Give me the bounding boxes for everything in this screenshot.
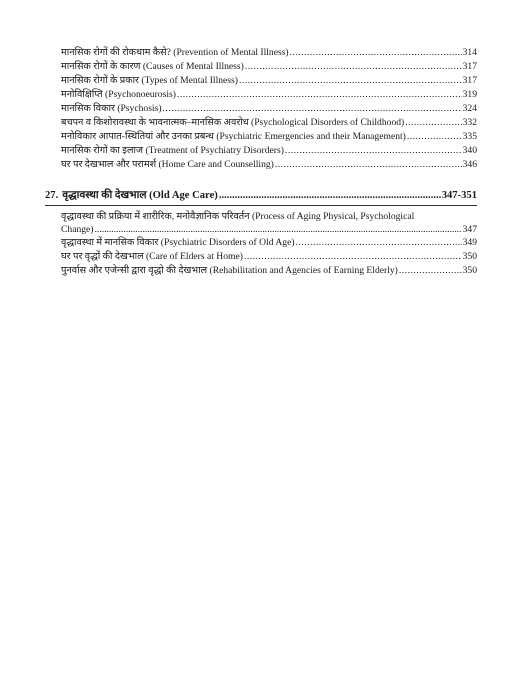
toc-entry-aging-process [61,210,477,236]
toc-entry-childhood-disorders [61,116,477,130]
toc-entry-text: मानसिक रोगों की रोकथाम कैसे? (Prevention of Mental Illness) [61,47,289,58]
dot-leader [399,264,462,278]
dot-leader [95,223,462,236]
toc-entry-page: 349 [462,237,477,248]
dot-leader [219,188,441,203]
toc-entry-text-line2: Change) [61,224,94,235]
toc-entry-emergencies [61,130,477,144]
toc-entry-text: मानसिक रोगों का इलाज (Treatment of Psychiatry Disorders) [61,145,284,156]
toc-entry-page: 350 [462,265,477,276]
dot-leader [275,158,462,172]
toc-entry-page: 324 [462,103,477,114]
dot-leader [244,250,462,264]
chapter-title: वृद्धावस्था की देखभाल (Old Age Care) [62,190,218,201]
toc-entry-types [61,74,477,88]
toc-entry-text: बचपन व किशोरावस्था के भावनात्मक–मानसिक अवरोध (Psychological Disorders of Childhood) [61,117,405,128]
toc-entry-home-care [61,158,477,172]
table-of-contents [0,46,529,278]
toc-entry-page: 340 [462,145,477,156]
toc-entry-text: मानसिक रोगों के प्रकार (Types of Mental Illness) [61,75,238,86]
toc-entry-text-line1: वृद्धावस्था की प्रक्रिया में शारीरिक, मनोवैज्ञानिक परिवर्तन (Process of Aging Physical, Psychological [61,211,415,222]
toc-entry-text: मानसिक विकार (Psychosis) [61,103,162,114]
toc-entry-text: मनोविकार आपात-स्थितियां और उनका प्रबन्ध (Psychiatric Emergencies and their Management) [61,131,406,142]
toc-entry-text: मानसिक रोगों के कारण (Causes of Mental Illness) [61,61,244,72]
toc-entry-text: पुनर्वास और एजेन्सी द्वारा वृद्धो की देखभाल (Rehabilitation and Agencies of Earning Elderly) [61,265,398,276]
toc-entry-page: 335 [462,131,477,142]
chapter-underline [45,205,477,206]
toc-entry-page: 319 [462,89,477,100]
dot-leader [290,46,462,60]
dot-leader [405,116,461,130]
toc-entry-page: 314 [462,47,477,58]
toc-entry-elders-home-care [61,250,477,264]
toc-entry-line2 [61,223,477,236]
toc-entry-page: 347 [462,224,477,235]
dot-leader [163,102,462,116]
toc-entry-text: वृद्धावस्था में मानसिक विकार (Psychiatric Disorders of Old Age) [61,237,295,248]
toc-entry-treatment [61,144,477,158]
chapter-pages: 347-351 [441,190,477,201]
toc-entry-rehabilitation [61,264,477,278]
toc-entry-text: मनोविक्षिप्ति (Psychonoeurosis) [61,89,176,100]
dot-leader [407,130,462,144]
chapter-heading [45,188,477,203]
toc-entry-prevention [61,46,477,60]
toc-entry-page: 317 [462,75,477,86]
toc-entry-text: घर पर देखभाल और परामर्श (Home Care and Counselling) [61,159,274,170]
toc-entry-psychosis [61,102,477,116]
toc-entry-page: 317 [462,61,477,72]
toc-entry-text: घर पर वृद्धों की देखभाल (Care of Elders at Home) [61,251,243,262]
dot-leader [245,60,462,74]
toc-entry-causes [61,60,477,74]
dot-leader [177,88,462,102]
toc-entry-old-age-disorders [61,236,477,250]
dot-leader [239,74,462,88]
toc-entry-page: 332 [462,117,477,128]
toc-entry-page: 346 [462,159,477,170]
chapter-number: 27. [45,190,59,201]
dot-leader [296,236,462,250]
toc-entry-psychoneurosis [61,88,477,102]
toc-entry-page: 350 [462,251,477,262]
dot-leader [285,144,462,158]
